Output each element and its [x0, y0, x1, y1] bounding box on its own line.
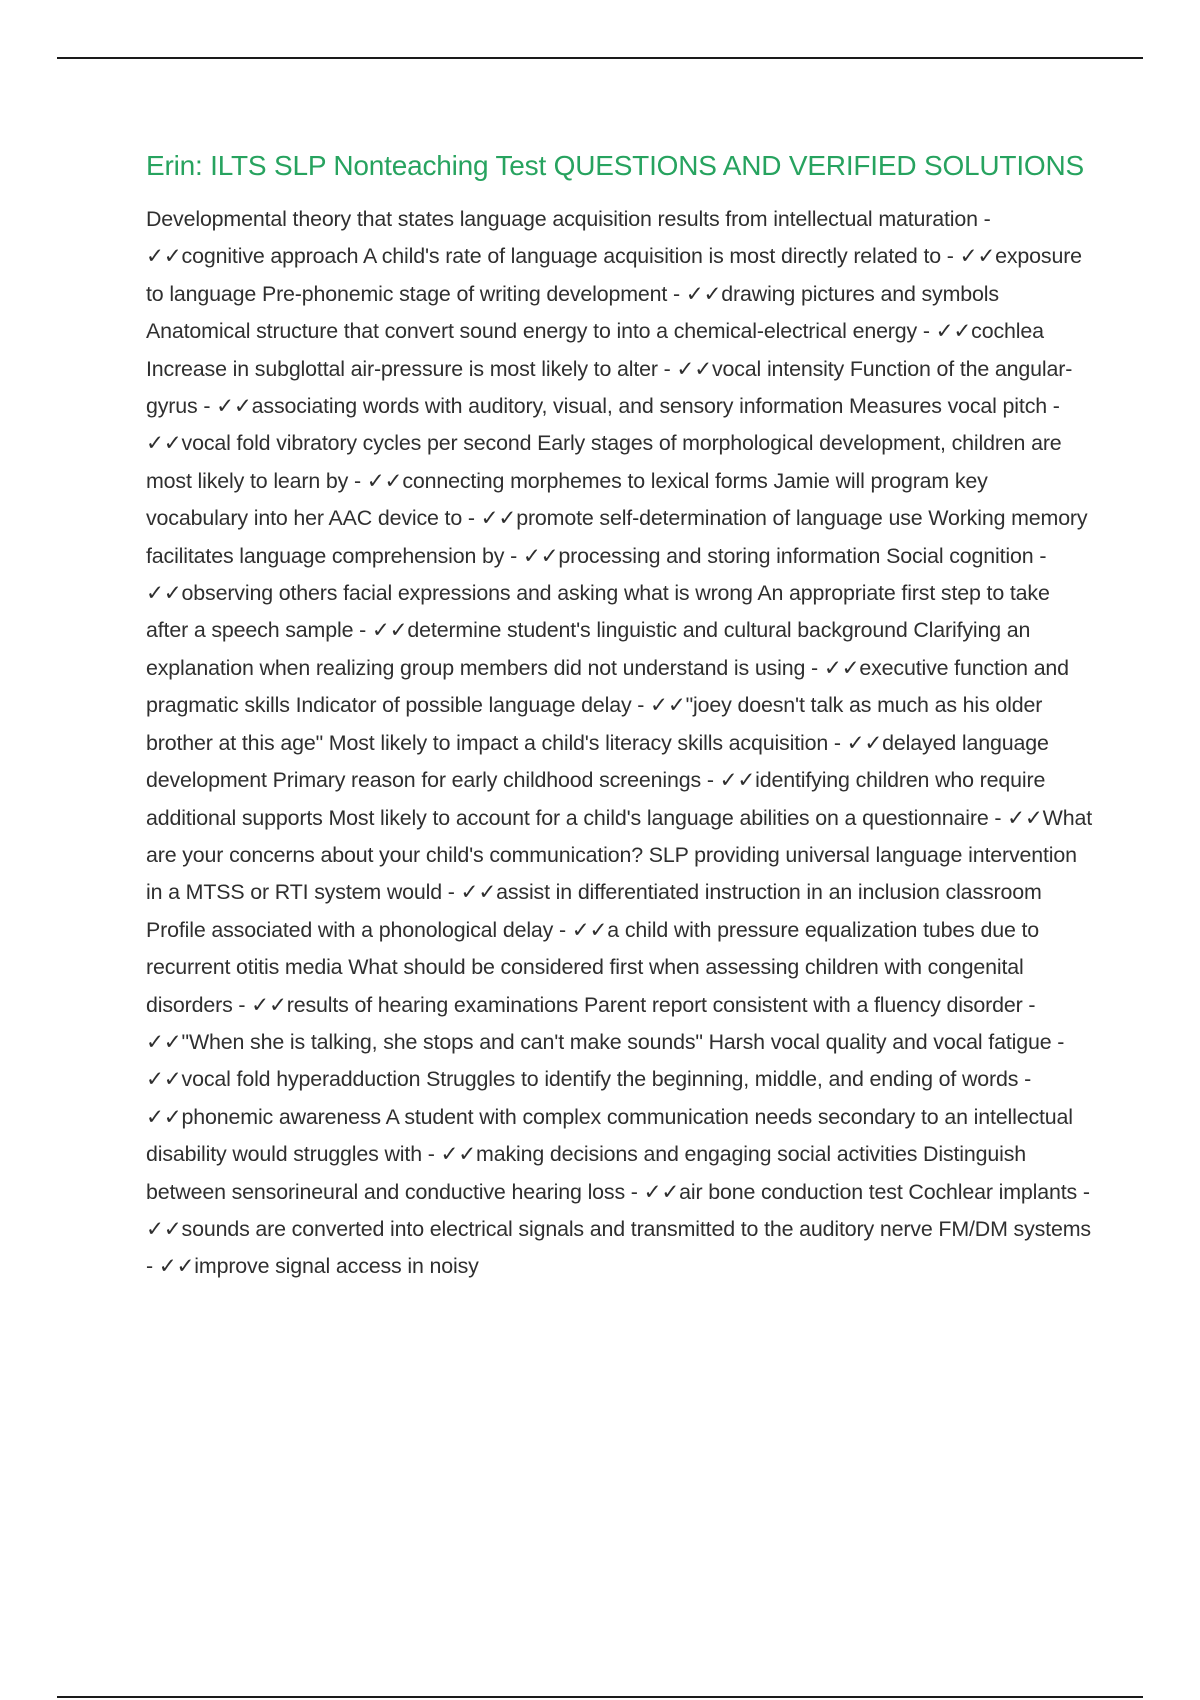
document-body: Developmental theory that states language acquisition results from intellectual maturation - ✓✓cognitive approach A child's rate of language acquisition is most directly related to - ✓✓exposure to language Pre-phonemic stage of writing development - ✓✓drawing pictures and symbols Anatomical structure that convert sound energy to into a chemical-electrical energy - ✓✓cochlea Increase in subglottal air-pressure is most likely to alter - ✓✓vocal intensity Function of the angular-gyrus - ✓✓associating words with auditory, visual, and sensory information Measures vocal pitch - ✓✓vocal fold vibratory cycles per second Early stages of morphological development, children are most likely to learn by - ✓✓connecting morphemes to lexical forms Jamie will program key vocabulary into her AAC device to - ✓✓promote self-determination of language use Working memory facilitates language comprehension by - ✓✓processing and storing information Social cognition - ✓✓observing others facial expressions and asking what is wrong An appropriate first step to take after a speech sample - ✓✓determine student's linguistic and cultural background Clarifying an explanation when realizing group members did not understand is using - ✓✓executive function and pragmatic skills Indicator of possible language delay - ✓✓"joey doesn't talk as much as his older brother at this age" Most likely to impact a child's literacy skills acquisition - ✓✓delayed language development Primary reason for early childhood screenings - ✓✓identifying children who require additional supports Most likely to account for a child's language abilities on a questionnaire - ✓✓What are your concerns about your child's communication? SLP providing universal language intervention in a MTSS or RTI system would - ✓✓assist in differentiated instruction in an inclusion classroom Profile associated with a phonological delay - ✓✓a child with pressure equalization tubes due to recurrent otitis media What should be considered first when assessing children with congenital disorders - ✓✓results of hearing examinations Parent report consistent with a fluency disorder - ✓✓"When she is talking, she stops and can't make sounds" Harsh vocal quality and vocal fatigue - ✓✓vocal fold hyperadduction Struggles to identify the beginning, middle, and ending of words - ✓✓phonemic awareness A student with complex communication needs secondary to an intellectual disability would struggles with - ✓✓making decisions and engaging social activities Distinguish between sensorineural and conductive hearing loss - ✓✓air bone conduction test Cochlear implants - ✓✓sounds are converted into electrical signals and transmitted to the auditory nerve FM/DM systems - ✓✓improve signal access in noisy — [146, 207, 1092, 1279]
top-divider — [57, 57, 1143, 59]
document-title: Erin: ILTS SLP Nonteaching Test QUESTIONS AND VERIFIED SOLUTIONS — [146, 150, 1084, 181]
bottom-divider — [57, 1696, 1143, 1698]
page-content — [146, 144, 1094, 1286]
